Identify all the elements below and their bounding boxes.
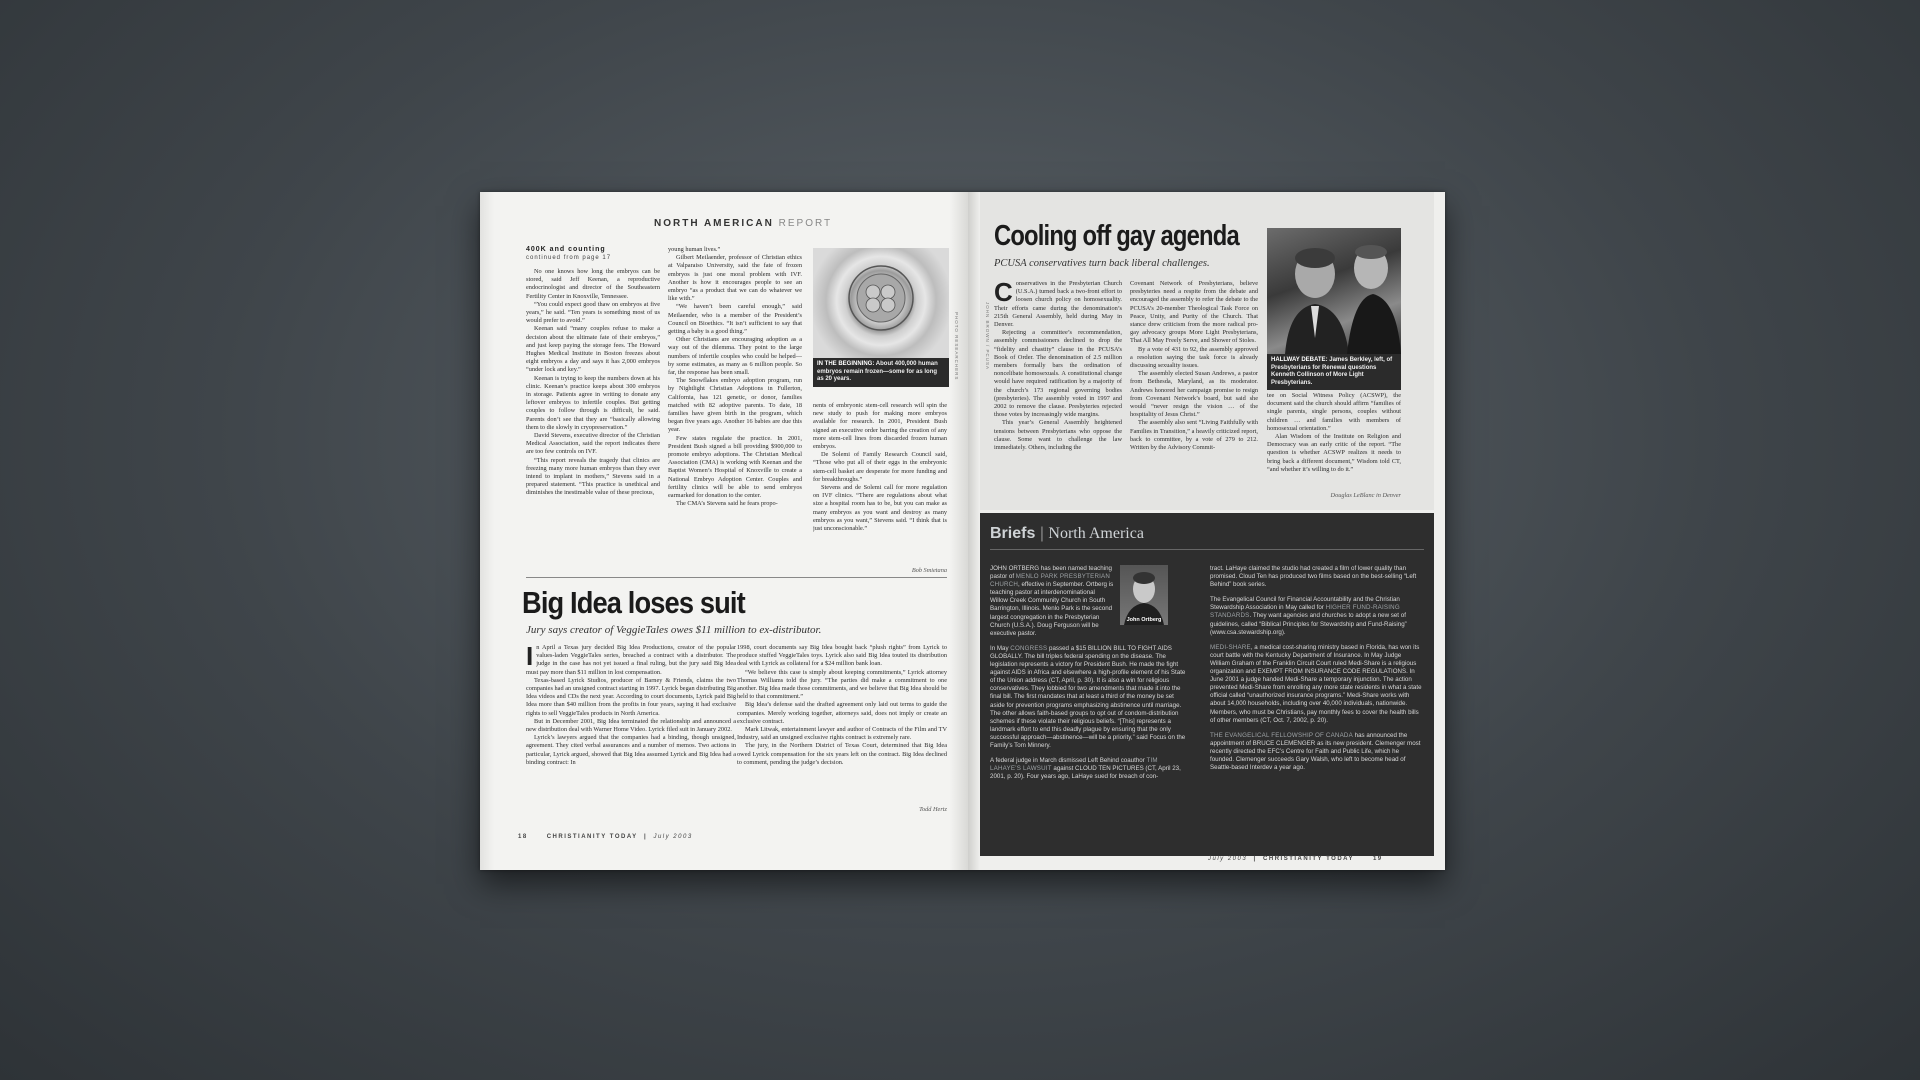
paragraph: But in December 2001, Big Idea terminated the relationship and announced a new distribution deal with Warner Home Video. Lyrick filed suit in January 2002. — [526, 717, 736, 734]
brief-highlight: MEDI-SHARE — [1210, 643, 1251, 651]
brief-text: has announced the appointment of BRUCE CLEMENGER as its new president. Clemenger most recently directed the EFC’s Centre for Faith and Public Life, which he founded. Clemenger succeeds Gary Walsh, who left to become head of Seattle-based Interdev a year ago. — [1210, 731, 1421, 772]
right-folio: July 2003 | CHRISTIANITY TODAY 19 — [1208, 856, 1383, 862]
story1-column-2 — [668, 246, 802, 574]
paragraph: Big Idea’s defense said the drafted agreement only laid out terms to guide the companies. Merely working together, attorneys said, does not imply or create an exclusive contract. — [737, 701, 947, 725]
paragraph: tee on Social Witness Policy (ACSWP), the document said the church should affirm “families of single parents, single persons, couples without children … and families with members of homosexual orientation.” — [1267, 392, 1401, 432]
paragraph: “You could expect good thaw on embryos at five years,” he said. “Ten years is something most of us would prefer to avoid.” — [526, 300, 660, 325]
brief-text: , effective in September. Ortberg is teaching pastor at interdenominational Willow Creek Community Church in South Barrington, Illinois. Menlo Park is the second largest congregation in the Presbyterian Church (U.S.A.). Doug Ferguson will be executive pastor. — [990, 581, 1114, 637]
hallway-debate-photo — [1267, 228, 1401, 354]
paragraph: Stevens and de Solemi call for more regulation on IVF clinics. “There are regulations about what size a hospital room has to be, but you can make as many embryos as you want and destroy as many embryos as you want,” Stevens said. “I think that is just unconscionable.” — [813, 484, 947, 533]
paragraph: 1998, court documents say Big Idea bought back “plush rights” from Lyrick to produce stuffed VeggieTales toys. Lyrick also said Big Idea touted its distribution deal with Lyrick as collateral for a $24 million bank loan. — [737, 644, 947, 668]
magazine-spread — [480, 192, 1445, 870]
paragraph: Covenant Network of Presbyterians, believe presbyteries need a respite from the debate and encouraged the assembly to refer the debate to the PCUSA’s 20-member Theological Task Force on Peace, Unity, and Purity of the Church. That stance drew criticism from the more radical pro-gay advocacy groups More Light Presbyterians, That All May Freely Serve, and Shower of Stoles. — [1130, 280, 1258, 345]
brief-highlight: THE EVANGELICAL FELLOWSHIP OF CANADA — [1210, 731, 1353, 739]
paragraph: De Solemi of Family Research Council said, “Those who put all of their eggs in the embryonic stem-cell basket are desperate for more funding and for breakthroughs.” — [813, 451, 947, 483]
briefs-section — [980, 513, 1434, 856]
paragraph: This year’s General Assembly heightened tensions between Presbyterians who oppose the clause. Some want to challenge the law immediately. Others, including the — [994, 419, 1122, 452]
paragraph: Keenan is trying to keep the numbers down at his clinic. Keenan’s practice keeps about 300 embryos in storage. Patients agree in writing to donate any leftover embryos to infertile couples. But getting couples to follow through is difficult, he said. Parents don’t see that they are “basically allowing them to die slowly in cryopreservation.” — [526, 374, 660, 431]
big-idea-headline: Big Idea loses suit — [522, 585, 745, 620]
story3-byline: Douglas LeBlanc in Denver — [1330, 492, 1401, 499]
briefs-title: Briefs | North America — [990, 525, 1144, 542]
briefs-column-1 — [990, 565, 1190, 850]
paragraph: Lyrick’s lawyers argued that the companies had a binding, though unsigned, agreement. They cited verbal assurances and a number of memos. Two actions in particular, Lyrick argued, showed that Big Idea assumed Lyrick and Big Idea had a binding contract: In — [526, 734, 736, 766]
paragraph: Mark Litwak, entertainment lawyer and author of Contracts of the Film and TV Industry, said an unsigned exclusive rights contract is extremely rare. — [737, 726, 947, 742]
story2-column-1 — [526, 644, 736, 814]
embryo-cell-graphic — [813, 248, 949, 358]
paragraph: Keenan said “many couples refuse to make a decision about the ultimate fate of their embryos,” and just keep paying the storage fees. The Howard Hughes Medical Institute in Boston freezes about eight embryos a day and says it has 2,000 embryos “under lock and key.” — [526, 325, 660, 374]
story2-column-2 — [737, 644, 947, 804]
brief-item — [990, 645, 1190, 750]
brief-text: has been named teaching pastor of — [990, 565, 1112, 581]
paragraph: The Snowflakes embryo adoption program, run by Nightlight Christian Adoptions in Fullerton, California, has 121 genetic, or donor, families matched with 82 adoptive parents. To date, 18 families have given birth in the program, which began five years ago. Another 16 babies are due this year. — [668, 377, 802, 434]
two-men-figure — [1267, 228, 1401, 354]
paragraph: onservatives in the Presbyterian Church (U.S.A.) turned back a two-front effort to loosen church policy on homosexuality. Their efforts came during the denomination’s 215th General Assembly, held during May in Denver. — [994, 280, 1122, 329]
brief-highlight: CONGRESS — [1010, 644, 1048, 652]
story3-column-2 — [1130, 280, 1258, 506]
paragraph: n April a Texas jury decided Big Idea Productions, creator of the popular values-laden VeggieTales series, breached a contract with a distributor. The judge in the case has not yet issued a final ruling, but the jury said Big Idea must pay more than $11 million in lost compensation. — [526, 644, 736, 676]
paragraph: The CMA’s Stevens said he fears propo- — [676, 500, 778, 508]
hallway-photo-caption: HALLWAY DEBATE: James Berkley, left, of Presbyterians for Renewal questions Kenneth Collinson of More Light Presbyterians. — [1267, 354, 1401, 390]
embryo-photo-caption: IN THE BEGINNING: About 400,000 human embryos remain frozen—some for as long as 20 years. — [813, 358, 949, 387]
brief-item — [1210, 644, 1422, 725]
brief-text: In May — [990, 644, 1011, 652]
paragraph: Alan Wisdom of the Institute on Religion and Democracy was an early critic of the report. “The question is whether ACSWP realizes it needs to bring back a different document,” Wisdom told CT, “and whether it’s willing to do it.” — [1267, 433, 1401, 473]
left-page — [480, 192, 968, 870]
paragraph: David Stevens, executive director of the Christian Medical Association, said the report indicates there are too few controls on IVF. — [526, 432, 660, 456]
photo-credit: PHOTO RESEARCHERS — [954, 312, 959, 381]
paragraph: The assembly elected Susan Andrews, a pastor from Bethesda, Maryland, as its moderator. Andrews honored her campaign promise to resign from Covenant Network’s board, but said she would “never resign the vision … of the hospitality of Jesus Christ.” — [1130, 370, 1258, 419]
continued-note: continued from page 17 — [526, 255, 612, 261]
brief-text: The Evangelical Council for Financial Accountability and the Christian Stewardship Association in May called for — [1210, 596, 1400, 612]
dropcap: I — [526, 644, 534, 671]
story1-column-3 — [813, 402, 947, 564]
story1-column-1 — [526, 268, 660, 574]
paragraph: The assembly also sent “Living Faithfully with Families in Transition,” a heavily criticized report, back to committee, by a vote of 279 to 212. Written by the Advisory Commit- — [1130, 419, 1258, 452]
paragraph: “We haven’t been careful enough,” said Meilaender, who is a member of the President’s Council on Bioethics. “It isn’t sufficient to say that getting a baby is a good thing.” — [668, 303, 802, 336]
briefs-rule — [990, 549, 1424, 550]
paragraph: Gilbert Meilaender, professor of Christian ethics at Valparaiso University, said the fate of frozen embryos is just one moral problem with IVF. Another is how it encourages people to see an embryo “as a product that we can do whatever we like with.” — [668, 254, 802, 303]
paragraph: “We believe this case is simply about keeping commitments,” Lyrick attorney Thomas Williams told the jury. “The parties did make a commitment to one another. Big Idea made those commitments, and we believe that Big Idea should be held to that commitment.” — [737, 668, 947, 701]
paragraph: “This report reveals the tragedy that clinics are freezing many more human embryos than they ever intend to implant in mothers,” Stevens said in a prepared statement. “This practice is unethical and diminishes the inestimable value of these precious, — [526, 456, 660, 497]
paragraph: Few states regulate the practice. In 2001, President Bush signed a bill providing $900,000 to promote embryo adoptions. The Christian Medical Association (CMA) is working with Keenan and the Baptist Women’s Hospital of Knoxville to create a National Embryo Adoption Center. Couples and fertility clinics will be able to send embryos earmarked for donation to the center. — [668, 434, 802, 500]
brief-highlight: HIGHER FUND-RAISING STANDARDS — [1210, 604, 1400, 620]
running-head: NORTH AMERICAN REPORT — [654, 218, 833, 229]
brief-text: . They want agencies and churches to adopt a new set of guidelines, called “Biblical Principles for Stewardship and Fund-Raising” (www.csa.stewardship.org). — [1210, 612, 1407, 636]
brief-item — [990, 565, 1114, 638]
gay-agenda-deck: PCUSA conservatives turn back liberal challenges. — [994, 258, 1210, 269]
brief-text: , a medical cost-sharing ministry based in Florida, has won its court battle with the Kentucky Department of Insurance. In May Judge William Graham of the Franklin Circuit Court ruled Medi-Share is a religious organization and EXEMPT FROM INSURANCE CODE REGULATIONS. In June 2001 a judge handed Medi-Share a temporary injunction. The action prevented Medi-Share from enrolling any more state residents in what a state official called “unauthorized insurance programs.” Medi-Share works with about 14,000 households, including over 40,000 individuals, nationwide. Members, who must be Christians, pay monthly fees to cover the health bills of other members (CT, Oct. 7, 2002, p. 20). — [1210, 643, 1422, 724]
gay-agenda-headline: Cooling off gay agenda — [994, 220, 1239, 252]
story-divider — [526, 577, 947, 578]
brief-item — [1210, 565, 1422, 589]
embryo-photo — [813, 248, 949, 358]
paragraph: Rejecting a committee’s recommendation, assembly commissioners declined to drop the “fidelity and chastity” clause in the PCUSA’s Book of Order. The denomination of 2.5 million members formally bars the ordination of noncelibate homosexuals. A constitutional change would have required ratification by a majority of the church’s 173 regional governing bodies (presbyteries). The assembly voted in 1997 and 2002 to remove the clause. Presbyteries rejected those votes by increasingly wide margins. — [994, 329, 1122, 419]
paragraph: Other Christians are encouraging adoption as a way out of the dilemma. They point to the large numbers of infertile couples who could be helped—by some estimates, as many as 6 million people. So far, the response has been small. — [668, 336, 802, 377]
briefs-column-2 — [1210, 565, 1422, 850]
ortberg-photo-label: John Ortberg — [1126, 617, 1162, 623]
brief-item — [1210, 596, 1422, 636]
paragraph: Texas-based Lyrick Studios, producer of Barney & Friends, claims the two companies had an unsigned contract starting in 1997. Lyrick began distributing Big Idea videos and CDs the next year. According to court documents, Lyrick paid Big Idea more than $40 million from the profits in four years, saying it had exclusive rights to sell VeggieTales products in North America. — [526, 676, 736, 717]
paragraph: No one knows how long the embryos can be stored, said Jeff Keenan, a reproductive endocrinologist and director of the Southeastern Fertility Center in Knoxville, Tennessee. — [526, 268, 660, 300]
brief-item — [990, 757, 1190, 781]
brief-text: passed a $15 BILLION BILL TO FIGHT AIDS GLOBALLY. The bill triples federal spending on the disease. The legislation represents a victory for President Bush. He made the fight against AIDS in Africa and elsewhere a high-profile element of his State of the Union address (CT, April, p. 30). It is also a win for religious conservatives. They lobbied for two amendments that made it into the final bill. The first mandates that at least a third of the money be set aside for prevention programs emphasizing abstinence until marriage. The other allows faith-based groups to opt out of condom-distribution schemes if these violate their religious beliefs. “[This] represents a landmark effort to end this deadly plague by ensuring that the only successful approach—abstinence—will be a priority,” said Focus on the Family’s Tom Minnery. — [990, 644, 1186, 749]
brief-text: against CLOUD TEN PICTURES (CT, April 23, 2001, p. 20). Four years ago, LaHaye sued for breach of con- — [990, 765, 1181, 781]
story1-byline: Bob Smietana — [911, 567, 947, 574]
story-kicker: 400K and counting — [526, 246, 606, 253]
paragraph: young human lives.” — [668, 246, 721, 253]
brief-highlight: MENLO PARK PRESBYTERIAN CHURCH — [990, 573, 1111, 589]
paragraph: By a vote of 431 to 92, the assembly approved a resolution saying the task force is already discussing sexuality issues. — [1130, 345, 1258, 370]
paragraph: The jury, in the Northern District of Texas Court, determined that Big Idea owed Lyrick compensation for the six years left on the contract. Big Idea declined to comment, pending the judge’s decision. — [737, 742, 947, 766]
dropcap: C — [994, 280, 1013, 307]
brief-text: tract. LaHaye claimed the studio had created a film of lower quality than promised. Cloud Ten has produced two films based on the best-selling “Left Behind” book series. — [1210, 565, 1417, 589]
brief-item — [1210, 732, 1422, 772]
story3-column-3 — [1267, 392, 1401, 490]
story2-byline: Todd Hertz — [919, 806, 947, 813]
left-folio: 18 CHRISTIANITY TODAY | July 2003 — [518, 834, 693, 840]
brief-text: A federal judge in March dismissed Left Behind coauthor — [990, 757, 1147, 765]
big-idea-deck: Jury says creator of VeggieTales owes $11 million to ex-distributor. — [526, 624, 822, 636]
story3-column-1 — [994, 280, 1122, 506]
photo-credit: JOHN BROWN / PCUSA — [985, 302, 990, 371]
brief-highlight: TIM LAHAYE’S LAWSUIT — [990, 757, 1158, 773]
brief-text: JOHN ORTBERG — [990, 565, 1040, 572]
paragraph: nents of embryonic stem-cell research will spin the new study to push for making more embryos available for research. In 2001, President Bush signed an executive order barring the creation of any more stem-cell lines from discarded frozen human embryos. — [813, 402, 947, 451]
right-page — [968, 192, 1445, 870]
